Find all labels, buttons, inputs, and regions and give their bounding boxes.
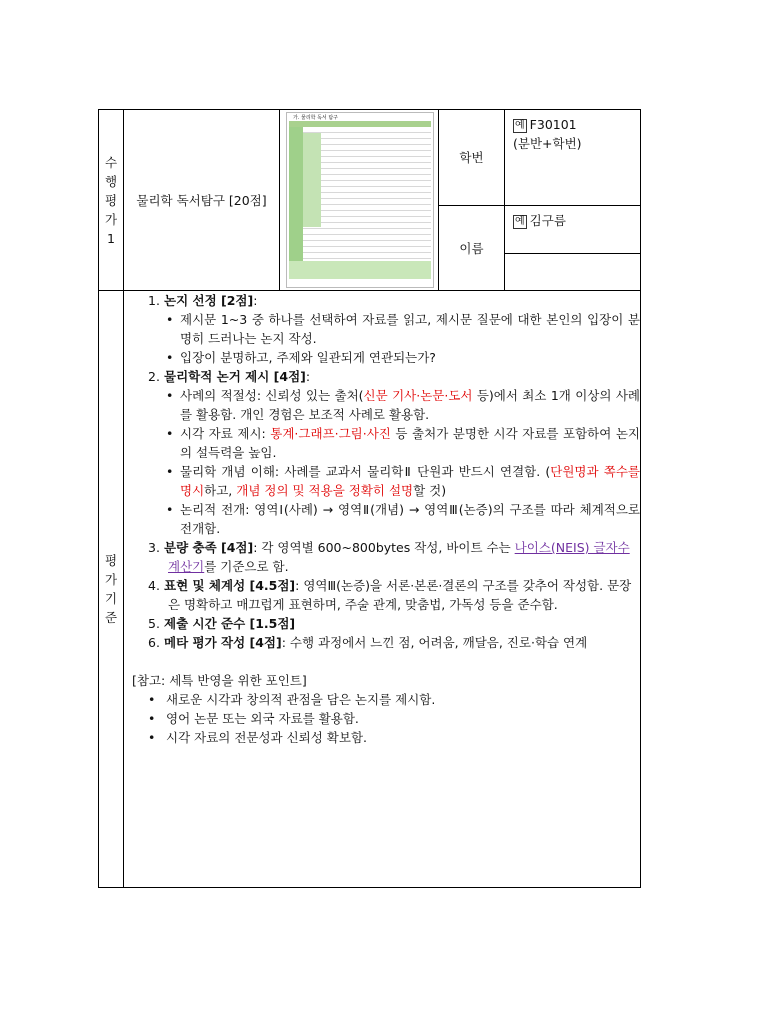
emphasis-text: 통계·그래프·그림·사진 [270, 426, 391, 441]
criteria-side-char: 기 [104, 591, 118, 606]
bullet-dot: • [166, 502, 174, 517]
reference-list [124, 690, 640, 747]
criterion-text: : 각 영역별 600~800bytes 작성, 바이트 수는 [253, 540, 515, 555]
reference-item [124, 728, 640, 747]
task-side-label [99, 110, 124, 291]
criterion-bullet [124, 500, 640, 538]
criterion-bullet [124, 386, 640, 424]
criterion-title: 제출 시간 준수 [1.5점] [164, 616, 296, 631]
example-mark: 예 [515, 215, 525, 227]
task-side-char: 평 [104, 192, 118, 208]
reference-text: 시각 자료의 전문성과 신뢰성 확보함. [166, 730, 367, 745]
criteria-side-char: 가 [104, 572, 118, 587]
student-id-label: 학번 [439, 110, 505, 206]
bullet-text: 논리적 전개: 영역Ⅰ(사례) → 영역Ⅱ(개념) → 영역Ⅲ(논증)의 구조를 따라 체계적으로 전개함. [180, 502, 640, 536]
thumbnail-header-row [289, 121, 431, 127]
rubric-thumbnail-image [286, 112, 434, 288]
criterion-text: : [305, 369, 311, 384]
criterion-bullet [124, 462, 640, 500]
criterion-bullet [124, 424, 640, 462]
bullet-dot: • [148, 730, 156, 745]
criterion-title: 표현 및 체계성 [4.5점] [164, 578, 296, 593]
emphasis-text: 단원명과 쪽수를 명시 [180, 464, 641, 498]
criterion-title: 메타 평가 작성 [4점] [164, 635, 282, 650]
criterion-number: 3. [148, 540, 160, 555]
criterion-number: 4. [148, 578, 160, 593]
criterion-text: : 수행 과정에서 느낀 점, 어려움, 깨달음, 진로·학습 연계 [281, 635, 588, 650]
criterion-text-end: 를 기준으로 함. [204, 559, 289, 574]
bullet-text: 등)에서 최소 1개 이상의 사례를 활용함. 개인 경험은 보조적 사례로 활용함. [180, 388, 640, 422]
rubric-thumbnail-cell [280, 110, 439, 291]
criterion-bullet [124, 348, 640, 367]
thumbnail-category-column [289, 127, 303, 261]
bullet-dot: • [166, 426, 174, 441]
bullet-text: 물리학 개념 이해: 사례를 교과서 물리학Ⅱ 단원과 반드시 연결함. ( [180, 464, 551, 479]
reference-text: 영어 논문 또는 외국 자료를 활용함. [166, 711, 359, 726]
name-input-area[interactable] [505, 254, 640, 290]
criteria-list [124, 291, 640, 652]
bullet-dot: • [166, 350, 174, 365]
task-title: 물리학 독서탐구 [20점] [124, 110, 280, 291]
task-side-char: 가 [104, 211, 118, 227]
thumbnail-footer-rows [289, 261, 431, 279]
criteria-side-char: 준 [104, 610, 118, 625]
emphasis-text: 개념 정의 및 적용을 정확히 설명 [236, 483, 414, 498]
criterion-item [124, 367, 640, 386]
criterion-text: : [253, 293, 258, 308]
criterion-number: 1. [148, 293, 160, 308]
bullet-text: 하고, [204, 483, 237, 498]
reference-title: [참고: 세특 반영을 위한 포인트] [132, 673, 307, 688]
student-id-value: F30101 [529, 117, 577, 132]
bullet-text: 입장이 분명하고, 주제와 일관되게 연관되는가? [180, 350, 436, 365]
criterion-number: 6. [148, 635, 160, 650]
bullet-dot: • [148, 711, 156, 726]
bullet-text: 등 출처가 분명한 시각 자료를 포함하여 논지의 설득력을 높임. [180, 426, 640, 460]
bullet-dot: • [166, 464, 174, 479]
criteria-side-char: 평 [104, 553, 118, 568]
name-example [505, 206, 640, 254]
student-id-example [505, 110, 641, 206]
bullet-dot: • [166, 388, 174, 403]
criterion-item [124, 576, 640, 614]
criterion-number: 2. [148, 369, 160, 384]
student-id-note: (분반+학번) [513, 136, 582, 151]
name-label: 이름 [439, 205, 505, 290]
bullet-text: 할 것) [413, 483, 447, 498]
neis-calculator-link[interactable]: 나이스(NEIS) 글자수 계산기 [168, 540, 630, 574]
criteria-content [124, 291, 641, 888]
reference-item [124, 690, 640, 709]
bullet-text: 시각 자료 제시: [180, 426, 271, 441]
criterion-bullet [124, 310, 640, 348]
criteria-side-label [99, 291, 124, 888]
task-side-char: 행 [104, 173, 118, 189]
task-side-char: 수 [104, 154, 118, 170]
bullet-dot: • [166, 312, 174, 327]
criterion-item [124, 633, 640, 652]
assessment-table [98, 109, 641, 888]
reference-text: 새로운 시각과 창의적 관점을 담은 논지를 제시함. [166, 692, 436, 707]
criterion-title: 물리학적 논거 제시 [4점] [164, 369, 306, 384]
thumbnail-title: 가. 물리학 독서 탐구 [293, 115, 338, 121]
criterion-text: : 영역Ⅲ(논증)을 서론·본론·결론의 구조를 갖추어 작성함. 문장은 명확하고 매끄럽게 표현하며, 주술 관계, 맞춤법, 가독성 등을 준수함. [168, 578, 632, 612]
criterion-title: 분량 충족 [4점] [164, 540, 254, 555]
name-value: 김구름 [529, 212, 566, 228]
name-cell [505, 205, 641, 290]
bullet-dot: • [148, 692, 156, 707]
emphasis-text: 신문 기사·논문·도서 [363, 388, 473, 403]
task-side-char: 1 [107, 230, 115, 246]
example-mark: 예 [515, 120, 525, 131]
criterion-item [124, 291, 640, 310]
criterion-item [124, 614, 640, 633]
thumbnail-subcategory-column [303, 133, 321, 227]
criterion-item [124, 538, 640, 576]
bullet-text: 사례의 적절성: 신뢰성 있는 출처( [180, 388, 364, 403]
criterion-number: 5. [148, 616, 160, 631]
bullet-text: 제시문 1~3 중 하나를 선택하여 자료를 읽고, 제시문 질문에 대한 본인의 입장이 분명히 드러나는 논지 작성. [180, 312, 640, 346]
criterion-title: 논지 선정 [2점] [164, 293, 254, 308]
reference-item [124, 709, 640, 728]
